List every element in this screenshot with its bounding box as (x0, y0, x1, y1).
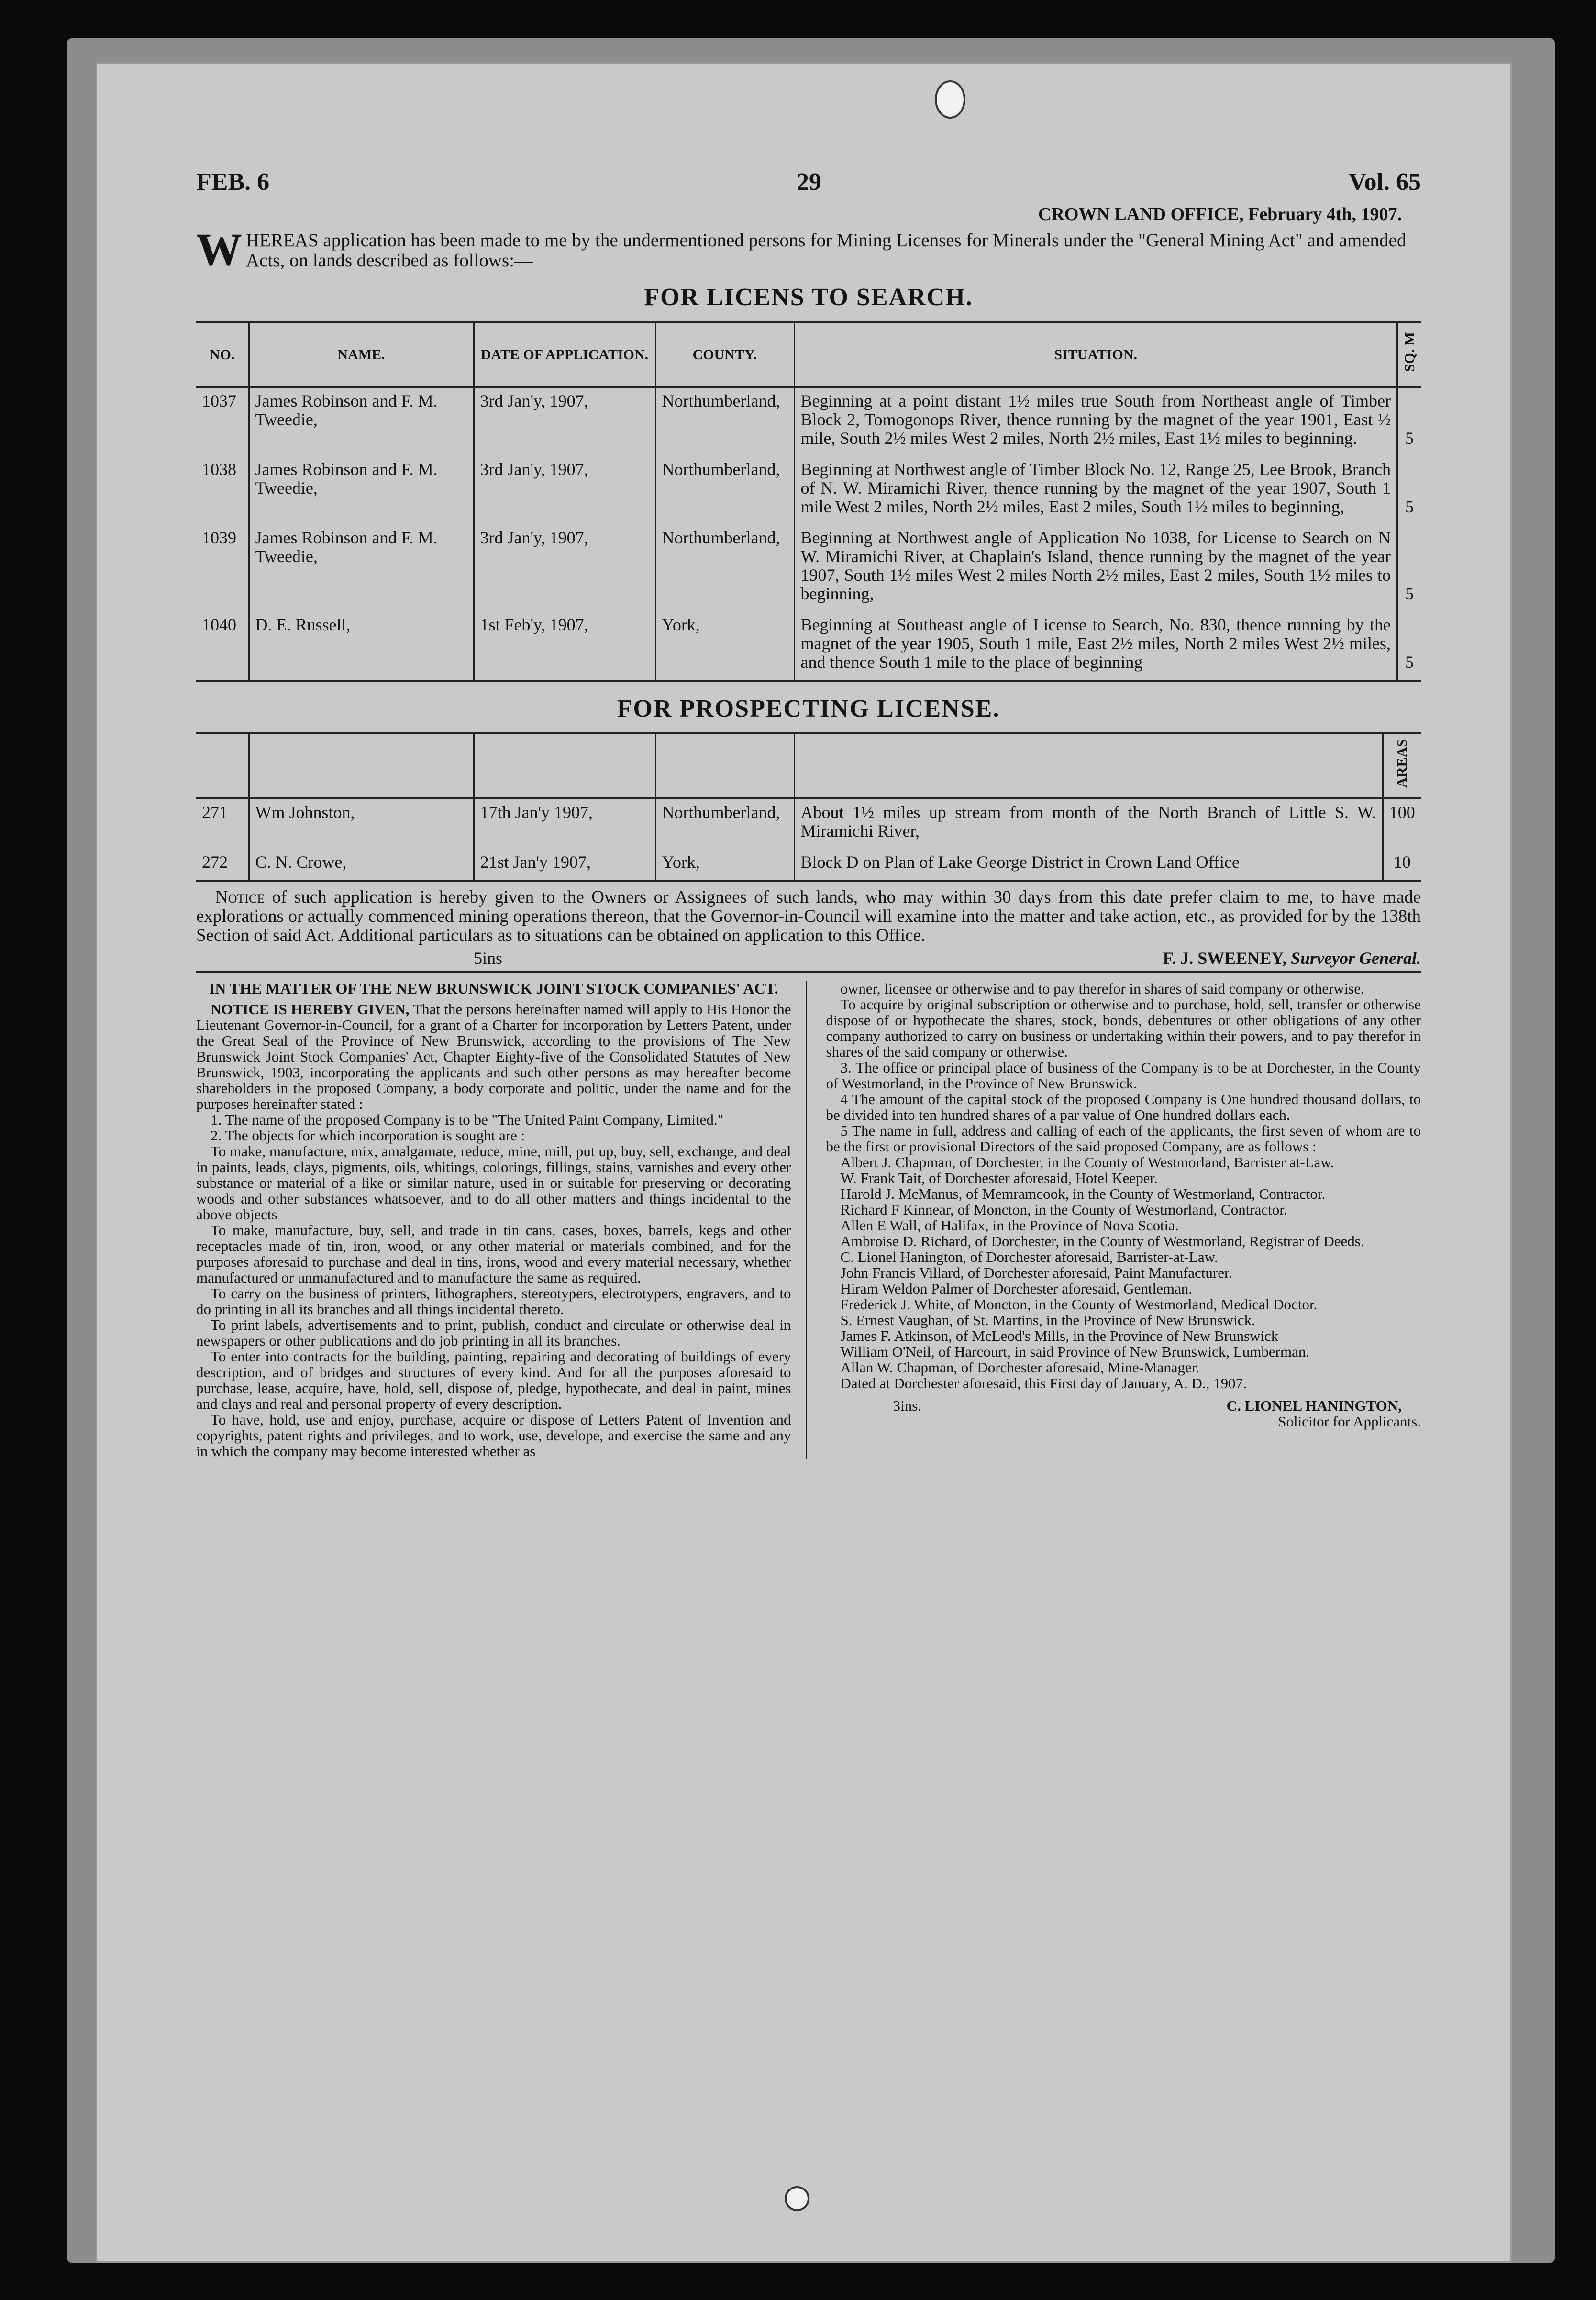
row-county: Northumberland, (655, 387, 794, 456)
notice-lead: Notice (215, 887, 265, 907)
row-situation: Block D on Plan of Lake George District in Crown Land Office (794, 849, 1383, 881)
paragraph: owner, licensee or otherwise and to pay therefor in shares of said company or otherwise. (840, 980, 1364, 997)
paragraph: 2. The objects for which incorporation is sought are : (211, 1127, 525, 1144)
col-areas-label: AREAS (1394, 739, 1410, 788)
paragraph: To enter into contracts for the building, painting, repairing and decorating of buildings of every description, and of bridges and structures of every kind. And for all the purposes aforesaid to purchase, lease, acquire, have, hold, sell, dispose of, pledge, hypothecate, and deal in paint, mines and clays and real and personal property of every description. (196, 1348, 791, 1412)
row-situation: Beginning at Northwest angle of Application No 1038, for License to Search on N W. Miramichi River, at Chaplain's Island, thence running by the magnet of the year 1907, South 1½ miles West 2 miles North 2½ miles, East 2 miles, South 1½ miles to beginning, (794, 525, 1397, 612)
row-name: D. E. Russell, (249, 612, 474, 681)
row-date: 21st Jan'y 1907, (474, 849, 655, 881)
company-notice-right-column (826, 981, 1421, 1459)
applicant: Richard F Kinnear, of Moncton, in the County of Westmorland, Contractor. (840, 1201, 1287, 1218)
company-notice-heading: IN THE MATTER OF THE NEW BRUNSWICK JOINT STOCK COMPANIES' ACT. (209, 980, 778, 997)
paragraph: 3. The office or principal place of business of the Company is to be at Dorchester, in the County of Westmorland, in the Province of New Brunswick. (826, 1059, 1421, 1092)
applicant: Albert J. Chapman, of Dorchester, in the County of Westmorland, Barrister at-Law. (840, 1154, 1334, 1171)
row-area: 5 (1397, 525, 1421, 612)
row-area: 5 (1397, 456, 1421, 525)
row-situation: Beginning at a point distant 1½ miles true South from Northeast angle of Timber Block 2, Tomogonops River, thence running by the magnet of the year 1901, East ½ mile, South 2½ miles West 2 miles, North 2½ miles, East 1½ miles to beginning. (794, 387, 1397, 456)
row-date: 17th Jan'y 1907, (474, 798, 655, 849)
table-row (196, 387, 1421, 456)
surveyor-signature (1163, 948, 1421, 968)
company-notice-opening (196, 1001, 791, 1112)
applicant: John Francis Villard, of Dorchester aforesaid, Paint Manufacturer. (840, 1264, 1232, 1281)
punch-hole (935, 80, 965, 119)
col-areas (1383, 733, 1421, 798)
col-blank-no (196, 733, 249, 798)
paragraph: To make, manufacture, buy, sell, and trade in tin cans, cases, boxes, barrels, kegs and other receptacles made of tin, iron, wood, or any other material or materials combined, and for the purposes aforesaid to purchase and deal in tins, irons, wood and every material necessary, whether manufactured or unmanufactured and to manufacture the same as required. (196, 1222, 791, 1286)
applicant: Hiram Weldon Palmer of Dorchester aforesaid, Gentleman. (840, 1280, 1193, 1297)
col-blank-situation (794, 733, 1383, 798)
volume-number: Vol. 65 (1348, 168, 1421, 196)
paragraph: To have, hold, use and enjoy, purchase, acquire or dispose of Letters Patent of Invention and copyrights, patent rights and privileges, and to work, use, develope, and exercise the same and any in which the company may become interested whether as (196, 1411, 791, 1460)
table-row (196, 525, 1421, 612)
company-notice-lead: NOTICE IS HEREBY GIVEN, (211, 1001, 410, 1017)
prospecting-license-table (196, 732, 1421, 882)
notice-text: of such application is hereby given to the Owners or Assignees of such lands, who may within 30 days from this date prefer claim to me, to have made explorations or actually commenced mining operations thereon, that the Governor-in-Council will examine into the matter and take action, etc., as provided for by the 138th Section of said Act. Additional particulars as to situations can be obtained on application to this Office. (196, 887, 1421, 945)
header-date: FEB. 6 (196, 168, 270, 196)
notice-signature-row (196, 948, 1421, 968)
company-notice-left-column (196, 981, 807, 1459)
paragraph: To carry on the business of printers, lithographers, stereotypers, electrotypers, engravers, and to do printing in all its branches and all things incidental thereto. (196, 1285, 791, 1317)
row-county: Northumberland, (655, 456, 794, 525)
applicant: Harold J. McManus, of Memramcook, in the County of Westmorland, Contractor. (840, 1185, 1326, 1202)
row-situation: About 1½ miles up stream from month of the North Branch of Little S. W. Miramichi River, (794, 798, 1383, 849)
paragraph: 1. The name of the proposed Company is to be "The United Paint Company, Limited." (211, 1111, 724, 1128)
running-header (196, 163, 1421, 201)
applicant: William O'Neil, of Harcourt, in said Province of New Brunswick, Lumberman. (840, 1343, 1310, 1360)
row-date: 3rd Jan'y, 1907, (474, 525, 655, 612)
intro-paragraph (196, 224, 1421, 275)
applicant: Frederick J. White, of Moncton, in the County of Westmorland, Medical Doctor. (840, 1296, 1318, 1313)
col-no: NO. (196, 322, 249, 387)
solicitor-name: C. LIONEL HANINGTON, (1226, 1397, 1402, 1414)
intro-text: HEREAS application has been made to me by the undermentioned persons for Mining Licenses for Minerals under the "General Mining Act" and amended Acts, on lands described as follows:— (246, 230, 1407, 271)
row-name: C. N. Crowe, (249, 849, 474, 881)
row-no: 1038 (202, 460, 236, 479)
signature-title: Surveyor General. (1291, 949, 1421, 968)
paragraph: To acquire by original subscription or otherwise and to purchase, hold, sell, transfer or otherwise dispose of or hypothecate the shares, stock, bonds, debentures or other obligations of any other company authorized to carry on business or undertaking within their powers, and to pay therefor in shares of the said company or otherwise. (826, 996, 1421, 1060)
row-no: 271 (202, 803, 228, 822)
row-area: 5 (1397, 387, 1421, 456)
row-date: 3rd Jan'y, 1907, (474, 456, 655, 525)
row-situation: Beginning at Southeast angle of License to Search, No. 830, thence running by the magnet of the year 1905, South 1 mile, East 2½ miles, North 2 miles West 2½ miles, and thence South 1 mile to the place of beginning (794, 612, 1397, 681)
col-county: COUNTY. (655, 322, 794, 387)
col-blank-county (655, 733, 794, 798)
solicitor-title: Solicitor for Applicants. (1278, 1413, 1421, 1430)
drop-cap: W (196, 224, 242, 275)
dateline: CROWN LAND OFFICE, February 4th, 1907. (1038, 204, 1402, 224)
applicant: W. Frank Tait, of Dorchester aforesaid, Hotel Keeper. (840, 1170, 1158, 1186)
table-row (196, 849, 1421, 881)
dated-line: Dated at Dorchester aforesaid, this First day of January, A. D., 1907. (840, 1375, 1247, 1392)
col-area-label: SQ. M (1401, 332, 1418, 372)
col-situation: SITUATION. (794, 322, 1397, 387)
applicant: S. Ernest Vaughan, of St. Martins, in the Province of New Brunswick. (840, 1312, 1255, 1328)
punch-hole-bottom (785, 2186, 809, 2211)
page-content (196, 163, 1421, 1459)
paragraph: 5 The name in full, address and calling of each of the applicants, the first seven of whom are to be the first or provisional Directors of the said proposed Company, are as follows : (826, 1122, 1421, 1155)
company-notice (196, 981, 1421, 1459)
col-area (1397, 322, 1421, 387)
applicant: C. Lionel Hanington, of Dorchester aforesaid, Barrister-at-Law. (840, 1249, 1218, 1265)
solicitor-signature-row (826, 1398, 1421, 1414)
table-row (196, 456, 1421, 525)
row-name: Wm Johnston, (249, 798, 474, 849)
row-county: Northumberland, (655, 525, 794, 612)
table-row (196, 612, 1421, 681)
col-blank-date (474, 733, 655, 798)
row-situation: Beginning at Northwest angle of Timber Block No. 12, Range 25, Lee Brook, Branch of N. W. Miramichi River, thence running by the magnet of the year 1907, South 1 mile West 2 miles, North 2½ miles, East 2 miles, South 1½ miles to beginning, (794, 456, 1397, 525)
row-county: Northumberland, (655, 798, 794, 849)
row-name: James Robinson and F. M. Tweedie, (249, 525, 474, 612)
col-blank-name (249, 733, 474, 798)
insertion-count: 5ins (474, 949, 503, 968)
col-name: NAME. (249, 322, 474, 387)
signature-name: F. J. SWEENEY, (1163, 949, 1286, 968)
insertion-count: 3ins. (893, 1397, 921, 1414)
page-number: 29 (796, 168, 821, 196)
applicant: Allen E Wall, of Halifax, in the Province of Nova Scotia. (840, 1217, 1179, 1234)
search-license-table (196, 321, 1421, 682)
applicant: Allan W. Chapman, of Dorchester aforesaid, Mine-Manager. (840, 1359, 1200, 1376)
row-no: 272 (196, 849, 249, 881)
row-no: 1040 (196, 612, 249, 681)
row-name: James Robinson and F. M. Tweedie, (249, 456, 474, 525)
notice-paragraph (196, 888, 1421, 945)
row-area: 100 (1383, 798, 1421, 849)
row-county: York, (655, 612, 794, 681)
applicant: Ambroise D. Richard, of Dorchester, in the County of Westmorland, Registrar of Deeds. (840, 1233, 1364, 1250)
paragraph: To print labels, advertisements and to print, publish, conduct and circulate or otherwise deal in newspapers or other publications and do job printing in all its branches. (196, 1316, 791, 1349)
prospecting-section-title: FOR PROSPECTING LICENSE. (617, 695, 1000, 722)
divider (196, 971, 1421, 973)
col-date: DATE OF APPLICATION. (474, 322, 655, 387)
row-area: 10 (1383, 849, 1421, 881)
row-date: 1st Feb'y, 1907, (474, 612, 655, 681)
row-no: 1039 (202, 528, 236, 547)
row-county: York, (655, 849, 794, 881)
paragraph: To make, manufacture, mix, amalgamate, reduce, mine, mill, put up, buy, sell, exchange, and deal in paints, leads, clays, pigments, oils, whitings, colorings, fillings, stains, varnishes and every other substance or material of a like or similar nature, used in or suitable for preserving or decorating woods and other substances whatsoever, and to do all other matters and things incidental to the above objects (196, 1143, 791, 1223)
table-row (196, 798, 1421, 849)
search-section-title: FOR LICENS TO SEARCH. (644, 284, 973, 311)
applicant: James F. Atkinson, of McLeod's Mills, in the Province of New Brunswick (840, 1327, 1279, 1344)
row-area: 5 (1397, 612, 1421, 681)
row-no: 1037 (202, 391, 236, 410)
row-date: 3rd Jan'y, 1907, (474, 387, 655, 456)
company-notice-opening-text: That the persons hereinafter named will apply to His Honor the Lieutenant Governor-in-Council, for a grant of a Charter for incorporation by Letters Patent, under the Great Seal of the Province of New Brunswick, according to the provisions of The New Brunswick Joint Stock Companies' Act, Chapter Eighty-five of the Consolidated Statutes of New Brunswick, 1903, incorporating the applicants and such other persons as may hereafter become shareholders in the proposed Company, a body corporate and politic, under the name and for the purposes hereinafter stated : (196, 1001, 791, 1112)
row-name: James Robinson and F. M. Tweedie, (249, 387, 474, 456)
paragraph: 4 The amount of the capital stock of the proposed Company is One hundred thousand dollars, to be divided into ten hundred shares of a par value of One hundred dollars each. (826, 1091, 1421, 1123)
